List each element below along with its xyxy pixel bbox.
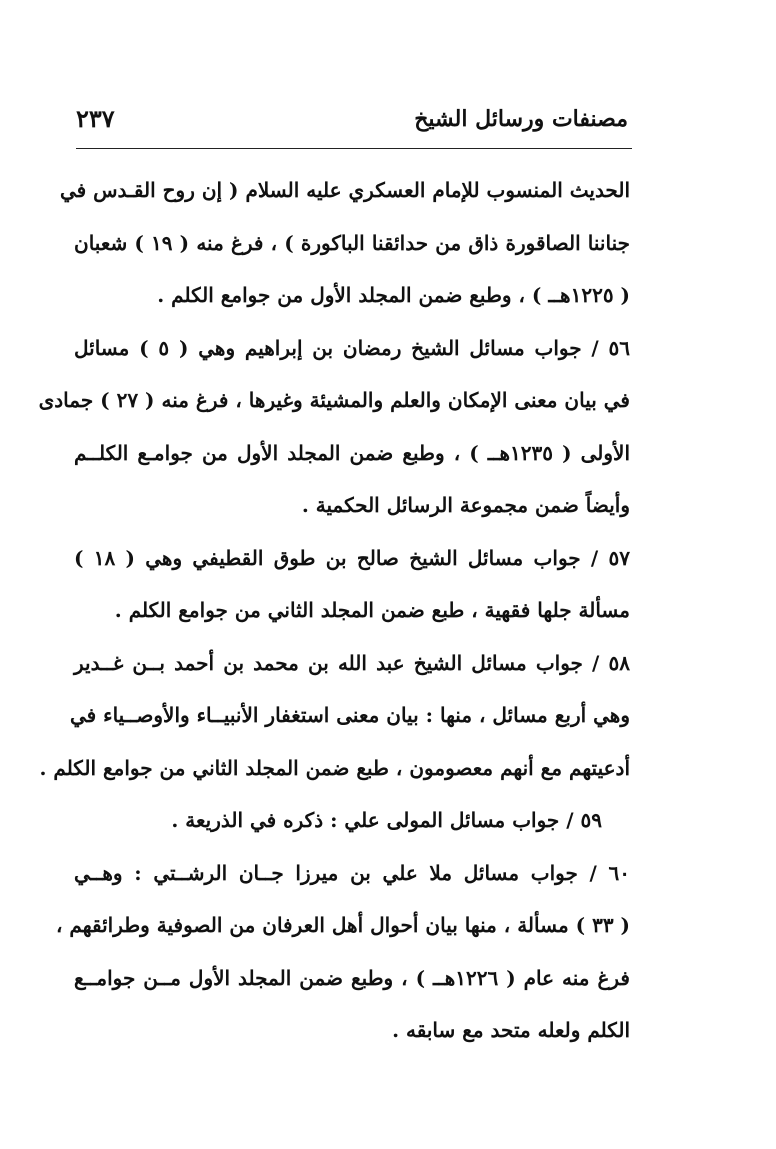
text-line: ( ١٢٢٥هــ ) ، وطبع ضمن المجلد الأول من جوامع الكلم .	[157, 283, 630, 307]
page-body	[38, 164, 631, 1057]
text-line: فرغ منه عام ( ١٢٢٦هــ ) ، وطبع ضمن المجلد الأول مــن جوامــع	[74, 965, 630, 990]
text-line: جناننا الصاقورة ذاق من حدائقنا الباكورة ) ، فرغ منه ( ١٩ ) شعبان	[74, 230, 630, 255]
page-number: ٢٣٧	[76, 104, 115, 133]
text-line: مسألة جلها فقهية ، طبع ضمن المجلد الثاني من جوامع الكلم .	[114, 598, 630, 622]
text-line: ٥٩ / جواب مسائل المولى علي : ذكره في الذريعة .	[171, 808, 602, 832]
text-line: ( ٣٣ ) مسألة ، منها بيان أحوال أهل العرفان من الصوفية وطرائقهم ،	[56, 913, 630, 937]
header-divider	[76, 148, 632, 149]
text-line: الأولى ( ١٢٣٥هــ ) ، وطبع ضمن المجلد الأول من جوامـع الكلــم	[74, 440, 630, 465]
text-line: أدعيتهم مع أنهم معصومون ، طبع ضمن المجلد الثاني من جوامع الكلم .	[39, 755, 630, 780]
text-line: ٦٠ / جواب مسائل ملا علي بن ميرزا جــان الرشــتي : وهــي	[74, 860, 630, 885]
text-line: في بيان معنى الإمكان والعلم والمشيئة وغيرها ، فرغ منه ( ٢٧ ) جمادى	[38, 388, 630, 412]
page-header	[76, 100, 628, 142]
text-line: وهي أربع مسائل ، منها : بيان معنى استغفار الأنبيــاء والأوصــياء في	[69, 703, 630, 727]
running-title: مصنفات ورسائل الشيخ	[414, 106, 628, 132]
text-line: الحديث المنسوب للإمام العسكري عليه السلام ( إن روح القـدس في	[59, 178, 630, 202]
text-line: ٥٨ / جواب مسائل الشيخ عبد الله بن محمد بن أحمد بــن غــدير	[74, 650, 630, 675]
text-line: ٥٧ / جواب مسائل الشيخ صالح بن طوق القطيفي وهي ( ١٨ )	[74, 545, 630, 570]
text-line: ٥٦ / جواب مسائل الشيخ رمضان بن إبراهيم وهي ( ٥ ) مسائل	[74, 335, 631, 360]
text-line: الكلم ولعله متحد مع سابقه .	[392, 1018, 630, 1042]
text-line: وأيضاً ضمن مجموعة الرسائل الحكمية .	[301, 493, 630, 517]
